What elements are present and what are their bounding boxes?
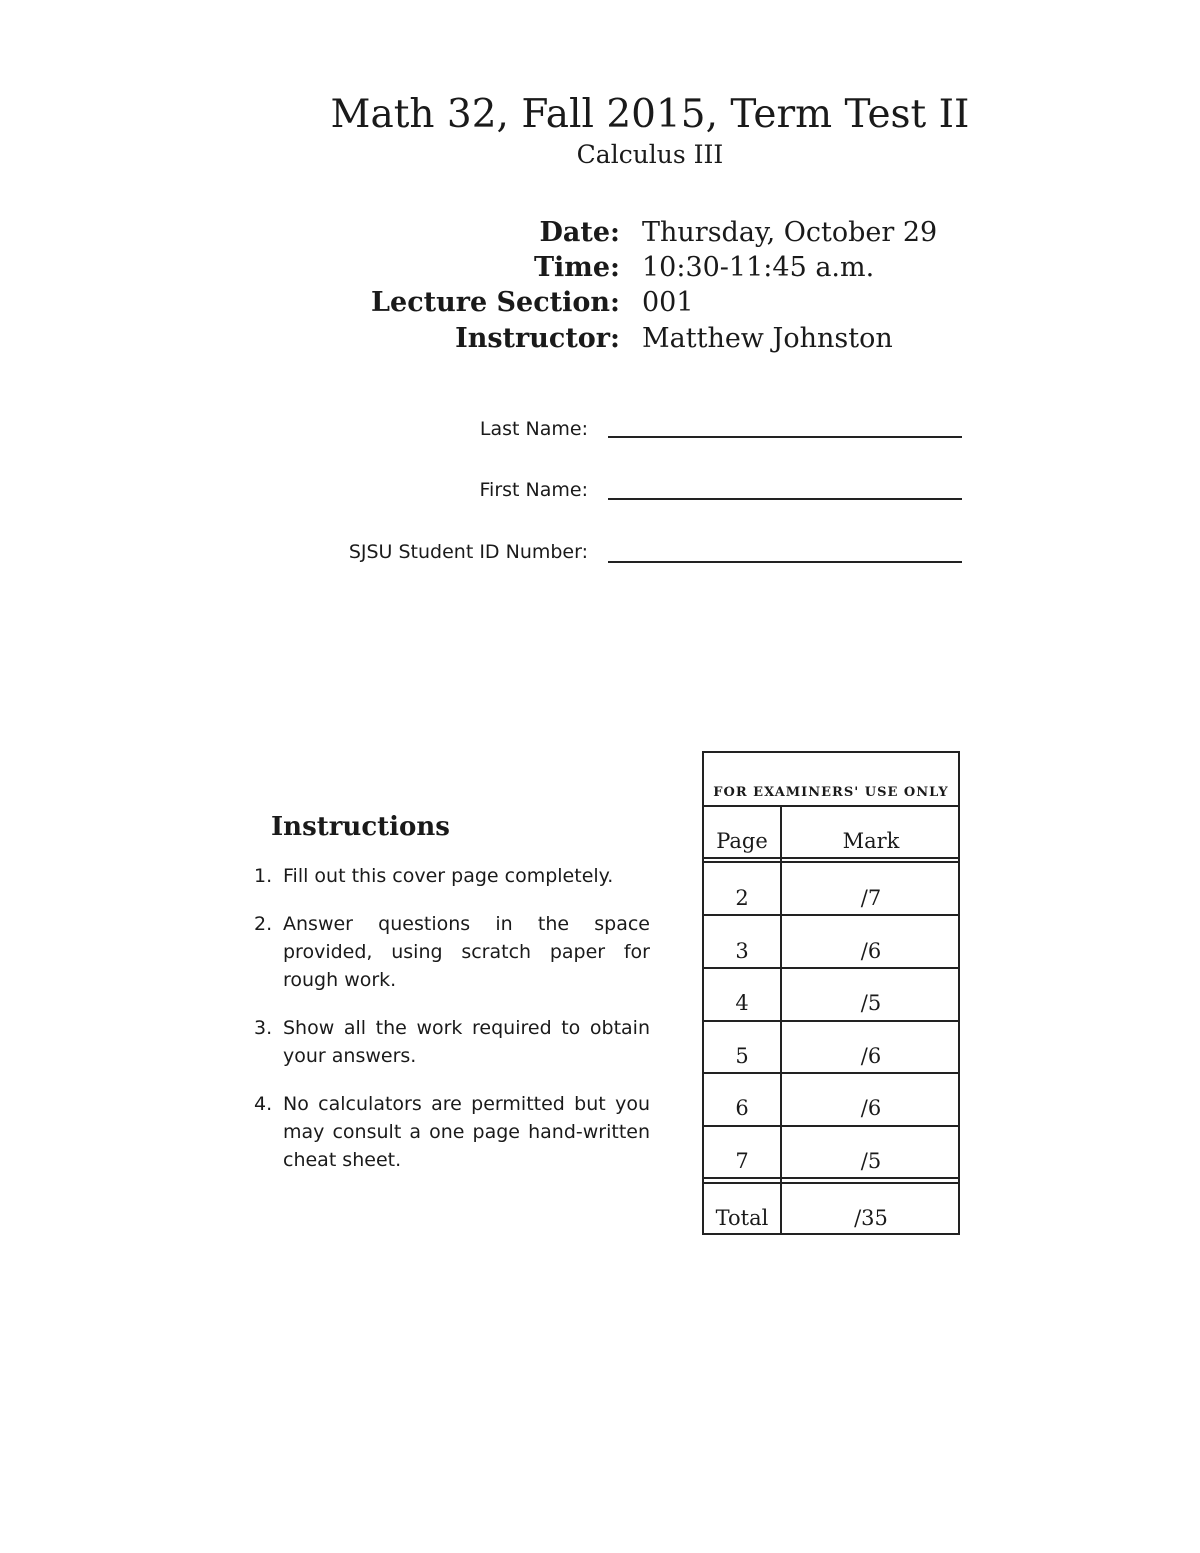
table-row-mark[interactable]: /7 — [860, 886, 882, 910]
instructor-label: Instructor: — [455, 323, 620, 354]
row-divider — [704, 1072, 958, 1074]
table-row-page: 3 — [735, 939, 749, 963]
table-row-page: 4 — [735, 991, 749, 1015]
row-divider — [704, 914, 958, 916]
row-divider — [704, 857, 958, 859]
table-row-mark[interactable]: /5 — [860, 1149, 882, 1173]
table-row-mark[interactable]: /6 — [860, 939, 882, 963]
row-divider — [704, 967, 958, 969]
instruction-text: No calculators are permitted but you may consult a one page hand-written cheat sheet. — [283, 1093, 650, 1171]
instruction-item — [254, 1014, 650, 1070]
instruction-item — [254, 862, 650, 890]
instruction-text: Answer questions in the space provided, using scratch paper for rough work. — [283, 913, 650, 991]
date-value: Thursday, October 29 — [642, 217, 938, 248]
instruction-item — [254, 1090, 650, 1174]
table-row-mark[interactable]: /6 — [860, 1044, 882, 1068]
column-header-mark: Mark — [842, 829, 900, 853]
instruction-text: Show all the work required to obtain your answers. — [283, 1017, 650, 1067]
table-row-page: 5 — [735, 1044, 749, 1068]
column-header-page: Page — [716, 829, 768, 853]
row-divider — [704, 861, 958, 863]
total-mark[interactable]: /35 — [854, 1206, 888, 1230]
table-row-page: 2 — [735, 886, 749, 910]
time-value: 10:30-11:45 a.m. — [642, 252, 875, 283]
date-label: Date: — [539, 217, 620, 248]
student-id-label: SJSU Student ID Number: — [348, 541, 588, 563]
table-row-page: 6 — [735, 1096, 749, 1120]
instruction-number: 2. — [254, 913, 273, 935]
last-name-field[interactable] — [608, 436, 962, 438]
instructions-heading: Instructions — [271, 812, 450, 842]
examiner-table — [702, 751, 960, 1235]
row-divider — [704, 1182, 958, 1184]
section-value: 001 — [642, 287, 694, 318]
first-name-label: First Name: — [479, 479, 588, 501]
student-id-field[interactable] — [608, 561, 962, 563]
instruction-number: 3. — [254, 1017, 273, 1039]
instructions-list — [254, 862, 650, 1194]
instruction-text: Fill out this cover page completely. — [283, 865, 614, 887]
row-divider — [704, 1020, 958, 1022]
instruction-number: 1. — [254, 865, 273, 887]
last-name-label: Last Name: — [479, 418, 588, 440]
time-label: Time: — [533, 252, 620, 283]
first-name-field[interactable] — [608, 498, 962, 500]
instructor-value: Matthew Johnston — [642, 323, 893, 354]
row-divider — [704, 1177, 958, 1179]
section-label: Lecture Section: — [371, 287, 620, 318]
table-row-page: 7 — [735, 1149, 749, 1173]
row-divider — [704, 1125, 958, 1127]
total-label: Total — [715, 1206, 769, 1230]
document-title: Math 32, Fall 2015, Term Test II — [330, 92, 970, 137]
table-row-mark[interactable]: /6 — [860, 1096, 882, 1120]
instruction-item — [254, 910, 650, 994]
document-subtitle: Calculus III — [576, 140, 724, 169]
examiner-table-header: FOR EXAMINERS' USE ONLY — [704, 753, 958, 807]
instruction-number: 4. — [254, 1093, 273, 1115]
table-row-mark[interactable]: /5 — [860, 991, 882, 1015]
